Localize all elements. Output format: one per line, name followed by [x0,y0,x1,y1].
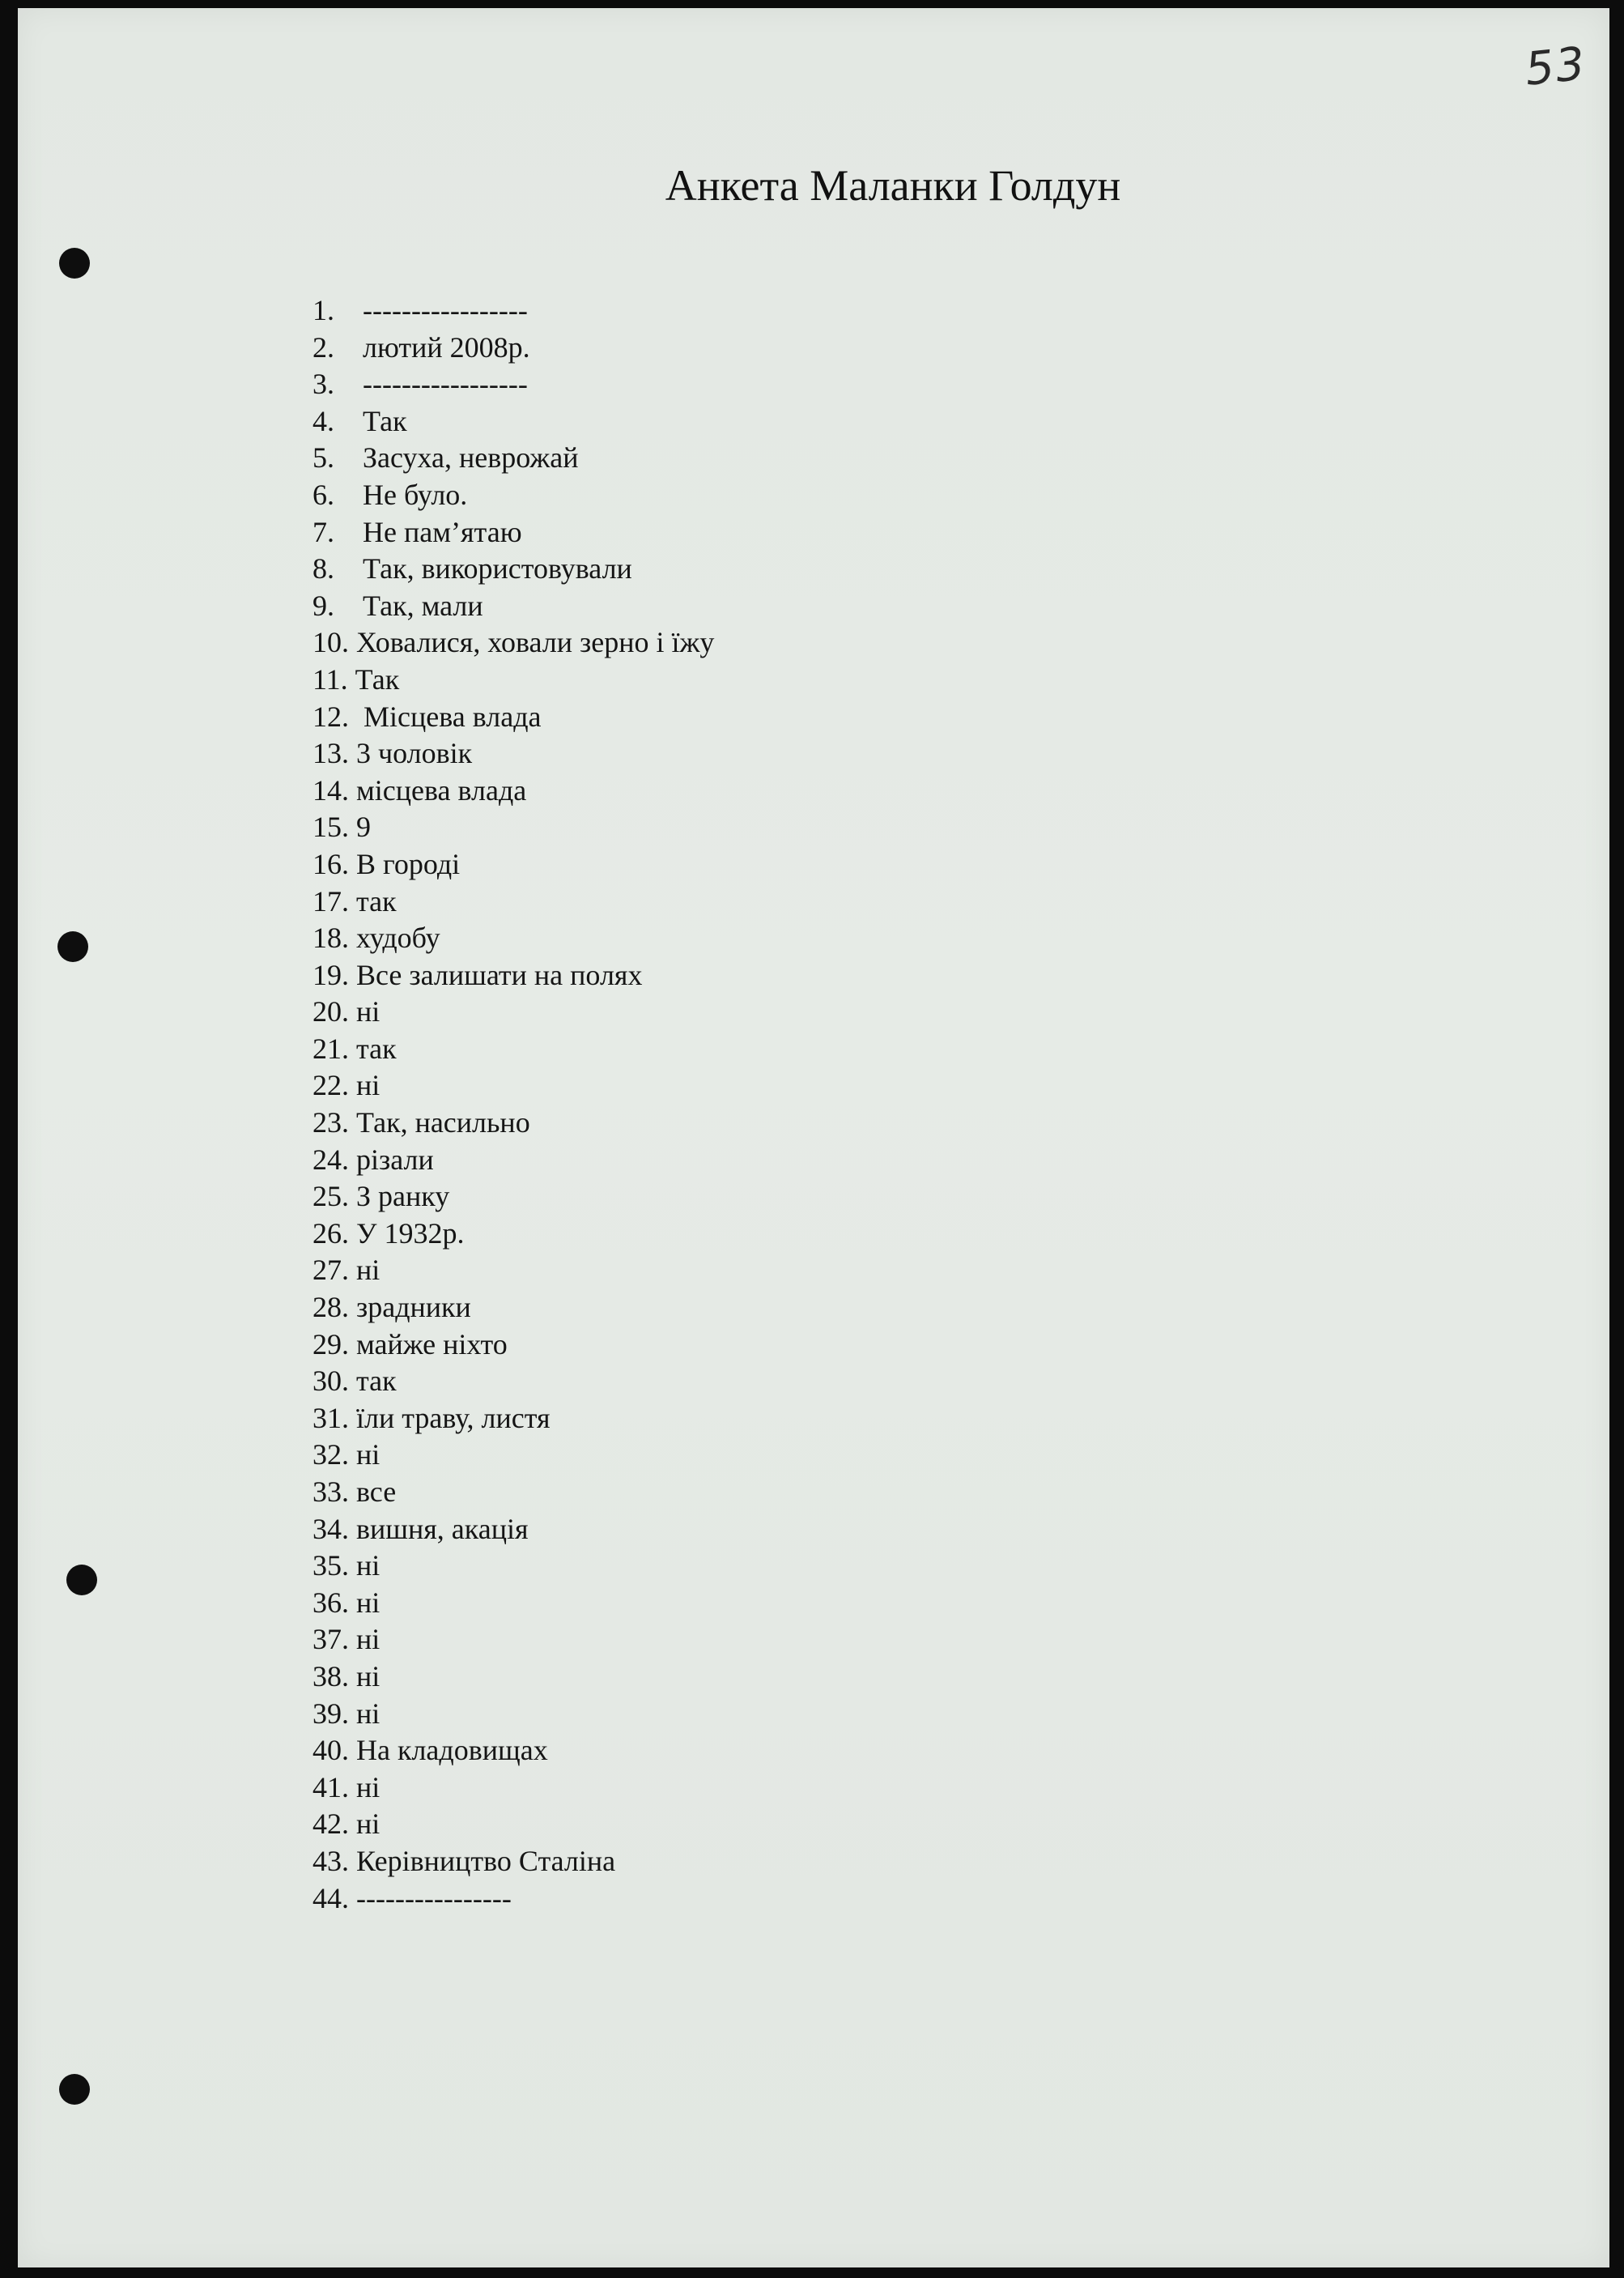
answer-item [312,440,714,477]
answer-item [312,1289,714,1326]
answer-number: 40. [312,1734,349,1767]
answer-text: ні [356,1549,380,1582]
answer-number: 26. [312,1216,349,1250]
answer-item [312,1216,714,1253]
answer-number: 20. [312,995,349,1028]
answer-item [312,957,714,994]
answer-number: 11. [312,662,348,696]
answer-item [312,1732,714,1769]
answer-text: Все залишати на полях [356,958,643,991]
answer-number: 22. [312,1069,349,1102]
answer-item [312,1658,714,1696]
answer-number: 2. [312,330,334,364]
answer-item [312,1067,714,1105]
answer-item [312,773,714,810]
answer-text: Засуха, неврожай [363,441,579,475]
answer-item [312,920,714,957]
answer-text: На кладовищах [356,1734,548,1767]
answer-number: 12. [312,700,349,733]
answer-number: 18. [312,922,349,955]
answer-text: місцева влада [356,773,527,807]
answer-text: Так [363,404,407,437]
answer-number: 36. [312,1586,349,1619]
answer-list [312,292,714,1917]
answer-item [312,809,714,846]
answer-item [312,994,714,1031]
answer-number: 31. [312,1401,349,1434]
answer-number: 14. [312,773,349,807]
answer-number: 8. [312,552,334,585]
answer-item [312,699,714,736]
answer-text: Не пам’ятаю [363,515,522,548]
answer-number: 29. [312,1327,349,1360]
binder-hole [59,248,90,279]
answer-text: Так, мали [363,589,483,622]
answer-number: 9. [312,589,334,622]
answer-item [312,1142,714,1179]
answer-item [312,1326,714,1364]
answer-text: ні [356,1438,380,1471]
answer-number: 24. [312,1143,349,1176]
answer-text: різали [356,1143,434,1176]
answer-text: ----------------- [363,368,528,401]
answer-item [312,330,714,367]
answer-text: так [356,1032,397,1065]
answer-item [312,1806,714,1843]
answer-number: 27. [312,1254,349,1287]
answer-number: 43. [312,1844,349,1877]
answer-item [312,1437,714,1474]
answer-number: 32. [312,1438,349,1471]
answer-number: 37. [312,1623,349,1656]
answer-text: ні [356,1807,380,1841]
answer-item [312,735,714,773]
answer-text: ні [356,995,380,1028]
answer-text: Так [355,662,400,696]
answer-text: ---------------- [356,1881,512,1914]
answer-number: 21. [312,1032,349,1065]
answer-number: 35. [312,1549,349,1582]
answer-text: Не було. [363,478,468,511]
answer-number: 42. [312,1807,349,1841]
answer-number: 44. [312,1881,349,1914]
answer-number: 33. [312,1475,349,1508]
answer-item [312,477,714,514]
answer-item [312,1252,714,1289]
answer-text: лютий 2008р. [363,330,530,364]
answer-number: 10. [312,626,349,659]
answer-text: З ранку [356,1180,450,1213]
answer-number: 4. [312,404,334,437]
answer-item [312,1474,714,1511]
answer-text: 9 [356,811,371,844]
binder-hole [66,1565,97,1595]
answer-item [312,1363,714,1400]
answer-item [312,1769,714,1807]
answer-number: 13. [312,737,349,770]
answer-number: 5. [312,441,334,475]
answer-text: так [356,884,397,918]
answer-number: 38. [312,1659,349,1693]
answer-item [312,1696,714,1733]
answer-item [312,884,714,921]
binder-hole [59,2074,90,2105]
answer-text: вишня, акація [356,1512,529,1545]
answer-text: майже ніхто [356,1327,508,1360]
answer-number: 16. [312,847,349,880]
answer-item [312,403,714,441]
answer-item [312,292,714,330]
answer-item [312,846,714,884]
answer-text: ні [356,1659,380,1693]
answer-text: У 1932р. [356,1216,465,1250]
answer-item [312,1031,714,1068]
answer-item [312,1511,714,1548]
answer-text: Так, насильно [356,1106,530,1139]
answer-text: Місцева влада [356,700,542,733]
answer-item [312,1178,714,1216]
answer-item [312,514,714,551]
answer-text: ні [356,1069,380,1102]
answer-text: ні [356,1770,380,1803]
answer-number: 6. [312,478,334,511]
answer-item [312,1548,714,1585]
answer-number: 15. [312,811,349,844]
answer-number: 23. [312,1106,349,1139]
answer-text: Ховалися, ховали зерно і їжу [356,626,715,659]
answer-number: 25. [312,1180,349,1213]
answer-text: ні [356,1623,380,1656]
answer-text: 3 чоловік [356,737,473,770]
answer-item [312,366,714,403]
answer-number: 28. [312,1291,349,1324]
answer-number: 7. [312,515,334,548]
answer-number: 19. [312,958,349,991]
answer-item [312,588,714,625]
answer-text: їли траву, листя [356,1401,551,1434]
answer-item [312,1400,714,1437]
answer-item [312,624,714,662]
answer-item [312,1843,714,1880]
answer-number: 30. [312,1365,349,1398]
answer-text: ----------------- [363,294,528,326]
answer-item [312,1585,714,1622]
answer-number: 1. [312,294,334,326]
answer-item [312,662,714,699]
answer-text: худобу [356,922,440,955]
answer-item [312,551,714,588]
paper-sheet [18,8,1609,2267]
answer-text: все [356,1475,397,1508]
answer-number: 3. [312,368,334,401]
answer-text: Так, використовували [363,552,632,585]
answer-number: 41. [312,1770,349,1803]
answer-text: ні [356,1254,380,1287]
answer-number: 17. [312,884,349,918]
page-title: Анкета Маланки Голдун [665,161,1121,210]
answer-item [312,1621,714,1658]
answer-text: ні [356,1586,380,1619]
answer-item [312,1880,714,1918]
answer-text: ні [356,1697,380,1730]
answer-item [312,1105,714,1142]
answer-number: 34. [312,1512,349,1545]
answer-number: 39. [312,1697,349,1730]
binder-hole [57,931,88,962]
answer-text: так [356,1365,397,1398]
handwritten-page-number: 53 [1522,37,1589,96]
answer-text: Керівництво Сталіна [356,1844,616,1877]
answer-text: зрадники [356,1291,471,1324]
answer-text: В городі [356,847,461,880]
